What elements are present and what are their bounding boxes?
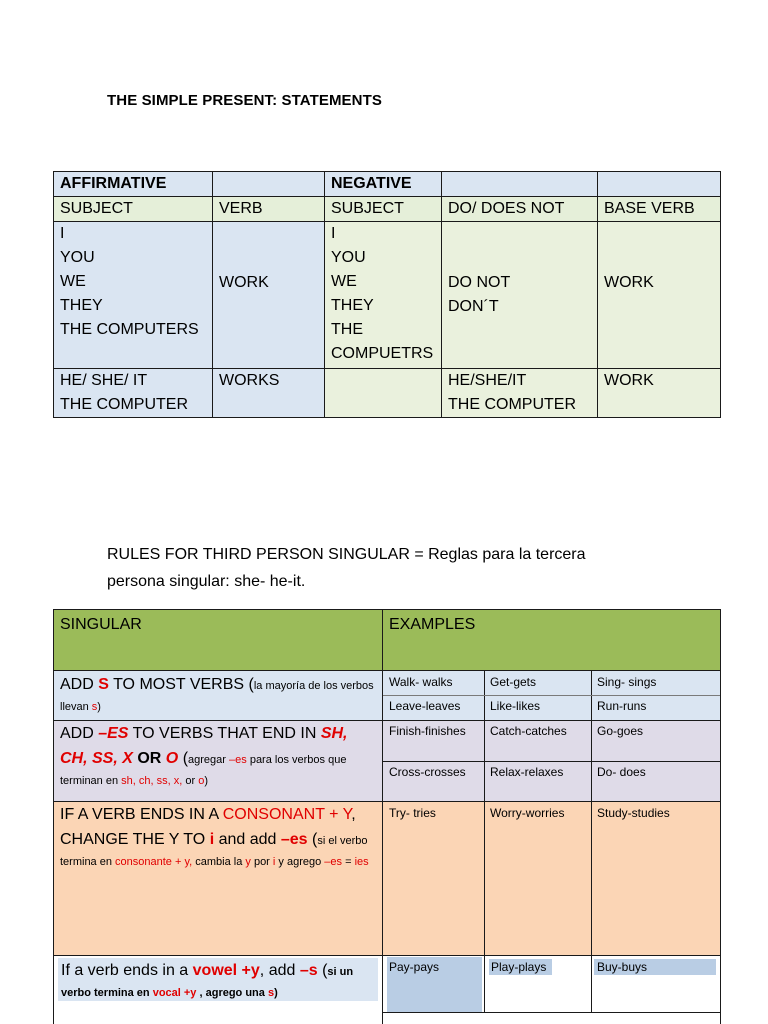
rule-text: CHANGE THE Y TO [60, 831, 210, 848]
rule-note: agregar [188, 754, 230, 766]
rule-note: , agrego una [196, 987, 268, 999]
rule-note: y agrego [275, 856, 325, 868]
third-person-verb [212, 368, 325, 418]
base-verb-value: WORK [604, 274, 654, 291]
header-affirmative: AFFIRMATIVE [53, 171, 213, 197]
col-verb: VERB [212, 196, 325, 222]
subject-item: HE/ SHE/ IT [60, 372, 148, 389]
rule-text: ADD [60, 725, 99, 742]
rule-text: , add [259, 962, 300, 979]
empty-cell [382, 1012, 721, 1024]
header-empty [212, 171, 325, 197]
rule-note: por [250, 856, 273, 868]
rule-text: –es [280, 831, 308, 848]
example-item: Like-likes [490, 699, 541, 713]
example-item: Study-studies [597, 806, 670, 820]
rule-text: SH, [320, 725, 348, 742]
rule-text: vowel +y [192, 962, 260, 979]
rule-text: IF A VERB ENDS IN A [60, 806, 223, 823]
example-item: Walk- walks [389, 675, 453, 689]
rule-note: o [198, 775, 205, 787]
empty-cell [324, 368, 442, 418]
rule-text: If a verb ends in a [61, 962, 193, 979]
rule-text: CH, SS, X [60, 750, 133, 767]
subject-item: WE [60, 273, 86, 290]
rule-note: i [272, 856, 276, 868]
subject-item: THEY [60, 297, 103, 314]
base-verb-cell [597, 221, 721, 369]
col-subject: SUBJECT [53, 196, 213, 222]
rule-text: –ES [98, 725, 129, 742]
verb-value: WORK [219, 274, 269, 291]
rule-note: si el verbo termina en [60, 835, 368, 868]
rule-text: CONSONANT + Y [222, 806, 352, 823]
subject-item: YOU [60, 249, 95, 266]
subject-item: I [331, 225, 336, 242]
rule-note: = [342, 856, 355, 868]
subject-item: THE [331, 321, 363, 338]
subject-item: I [60, 225, 65, 242]
header-negative: NEGATIVE [324, 171, 442, 197]
example-item: Leave-leaves [389, 699, 461, 713]
affirmative-subjects [53, 221, 213, 369]
example-item: Run-runs [597, 699, 647, 713]
rule-add-es [53, 720, 383, 802]
page-title: THE SIMPLE PRESENT: STATEMENTS [107, 92, 382, 109]
rule-note: para los verbos que terminan en [60, 754, 347, 787]
rule-note: –es [229, 754, 247, 766]
rule-text: and add [214, 831, 281, 848]
examples-add-s [382, 670, 721, 721]
third-person-subjects [53, 368, 213, 418]
example-item: Go-goes [597, 724, 644, 738]
rules-line: RULES FOR THIRD PERSON SINGULAR = Reglas para la tercera [107, 546, 586, 563]
header-empty [597, 171, 721, 197]
rule-text: i [209, 831, 215, 848]
base-verb-value: WORK [604, 372, 654, 389]
rule-vowel-y [53, 955, 383, 1024]
rule-note: or [182, 775, 199, 787]
rule-text: ( [307, 831, 318, 848]
subject-item: THE COMPUTER [448, 396, 576, 413]
rule-note: sh, ch, ss, x, [121, 775, 183, 787]
subject-item: HE/SHE/IT [448, 372, 527, 389]
rule-note: consonante + y, [115, 856, 193, 868]
rule-note: s [91, 701, 98, 713]
rule-note: la mayoría de los verbos llevan [60, 680, 374, 713]
example-item: Sing- sings [597, 675, 657, 689]
example-item: Get-gets [490, 675, 537, 689]
header-examples: EXAMPLES [382, 609, 721, 671]
example-item: Pay-pays [389, 960, 440, 974]
verb-value: WORKS [219, 372, 280, 389]
col-do-does-not: DO/ DOES NOT [441, 196, 598, 222]
rule-text: TO VERBS THAT END IN [128, 725, 321, 742]
header-empty [441, 171, 598, 197]
rule-note: ies [354, 856, 369, 868]
examples-vowel-y [382, 955, 721, 1013]
third-person-base-verb [597, 368, 721, 418]
rule-text: –s [299, 962, 318, 979]
example-item: Do- does [597, 765, 646, 779]
rule-text: ADD [60, 676, 99, 693]
rule-text: ( [178, 750, 189, 767]
example-item: Try- tries [389, 806, 436, 820]
examples-add-es [382, 720, 721, 802]
rule-text: ( [317, 962, 328, 979]
example-item: Buy-buys [597, 960, 648, 974]
subject-item: COMPUETRS [331, 345, 434, 362]
subject-item: YOU [331, 249, 366, 266]
rule-note: ) [97, 701, 101, 713]
rule-consonant-y [53, 801, 383, 956]
rules-line: persona singular: she- he-it. [107, 573, 306, 590]
negative-subjects [324, 221, 442, 369]
header-singular: SINGULAR [53, 609, 383, 671]
rule-note: y [245, 856, 251, 868]
do-not-cell [441, 221, 598, 369]
rule-note: s [267, 987, 275, 999]
example-item: Play-plays [491, 960, 547, 974]
example-item: Relax-relaxes [490, 765, 564, 779]
rule-text: OR [132, 750, 166, 767]
example-item: Cross-crosses [389, 765, 466, 779]
rule-note: cambia la [192, 856, 246, 868]
rule-add-s [53, 670, 383, 721]
subject-item: THE COMPUTERS [60, 321, 199, 338]
rule-text: S [98, 676, 109, 693]
example-item: Worry-worries [490, 806, 565, 820]
rule-note: si un verbo termina en [61, 966, 354, 999]
col-neg-subject: SUBJECT [324, 196, 442, 222]
affirmative-verb [212, 221, 325, 369]
subject-item: THE COMPUTER [60, 396, 188, 413]
subject-item: WE [331, 273, 357, 290]
rule-note: vocal +y [152, 987, 197, 999]
rule-note: –es [324, 856, 343, 868]
rule-text: , [351, 806, 356, 823]
examples-consonant-y [382, 801, 721, 956]
subject-item: THEY [331, 297, 374, 314]
rule-text: O [165, 750, 179, 767]
do-not-item: DON´T [448, 298, 499, 315]
example-item: Finish-finishes [389, 724, 466, 738]
example-item: Catch-catches [490, 724, 567, 738]
do-not-item: DO NOT [448, 274, 511, 291]
rule-note: ) [204, 775, 208, 787]
third-person-neg-subjects [441, 368, 598, 418]
rule-text: TO MOST VERBS ( [108, 676, 254, 693]
col-base-verb: BASE VERB [597, 196, 721, 222]
rules-paragraph [107, 541, 586, 595]
rule-note: ) [274, 987, 278, 999]
